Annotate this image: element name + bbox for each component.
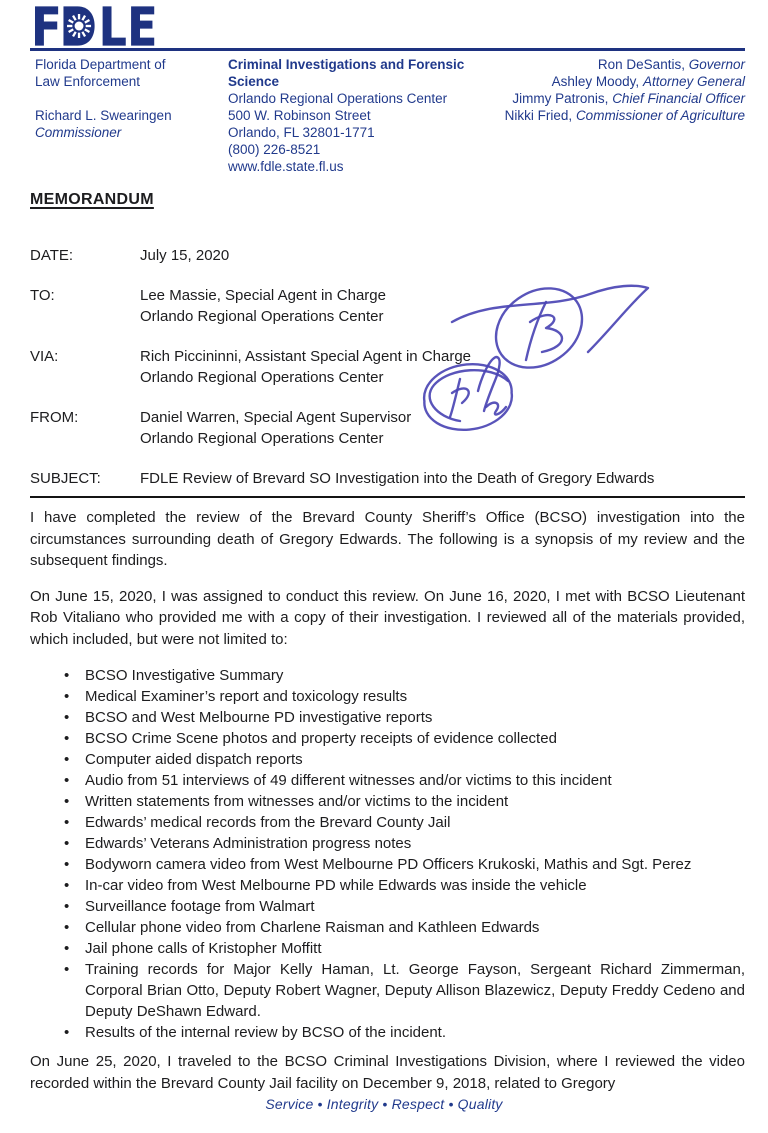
- memo-heading: MEMORANDUM: [30, 191, 154, 208]
- list-item: • Cellular phone video from Charlene Raisman and Kathleen Edwards: [30, 917, 745, 938]
- field-value-line: Orlando Regional Operations Center: [140, 308, 384, 325]
- division-name: Criminal Investigations and Forensic Science: [228, 57, 465, 89]
- field-label: FROM:: [30, 409, 79, 426]
- department-name-line2: Law Enforcement: [35, 74, 141, 89]
- official-governor: [500, 56, 745, 73]
- city-address: Orlando, FL 32801-1771: [228, 125, 375, 140]
- field-value-line: July 15, 2020: [140, 247, 230, 264]
- letterhead-left: [30, 56, 228, 175]
- department-name-line1: Florida Department of: [35, 57, 166, 72]
- field-value-line: Orlando Regional Operations Center: [140, 369, 384, 386]
- header-rule: [30, 48, 745, 51]
- street-address: 500 W. Robinson Street: [228, 108, 371, 123]
- field-label: VIA:: [30, 348, 59, 365]
- official-title: Commissioner of Agriculture: [575, 108, 745, 123]
- fdle-logo: [35, 5, 745, 47]
- official-agriculture: [500, 107, 745, 124]
- official-name: Ashley Moody,: [551, 74, 640, 89]
- field-via: [30, 346, 745, 388]
- phone-number: (800) 226-8521: [228, 142, 321, 157]
- list-item: • Results of the internal review by BCSO of the incident.: [30, 1022, 745, 1043]
- official-attorney-general: [500, 73, 745, 90]
- list-item: • Bodyworn camera video from West Melbourne PD Officers Krukoski, Mathis and Sgt. Perez: [30, 854, 745, 875]
- commissioner-name: Richard L. Swearingen: [35, 108, 172, 123]
- commissioner-title: Commissioner: [35, 125, 122, 140]
- list-item: • Surveillance footage from Walmart: [30, 896, 745, 917]
- list-item: • Training records for Major Kelly Haman, Lt. George Fayson, Sergeant Richard Zimmerman, Corporal Brian Otto, Deputy Robert Wagner, Deputy Allison Blazewicz, Deputy Freddy Cedeno and Deputy DeShawn Edward.: [30, 959, 745, 1022]
- list-item: • In-car video from West Melbourne PD while Edwards was inside the vehicle: [30, 875, 745, 896]
- list-item: • Written statements from witnesses and/or victims to the incident: [30, 791, 745, 812]
- office-name: Orlando Regional Operations Center: [228, 91, 448, 106]
- official-title: Attorney General: [642, 74, 745, 89]
- list-item: • Edwards’ Veterans Administration progress notes: [30, 833, 745, 854]
- list-item: • Jail phone calls of Kristopher Moffitt: [30, 938, 745, 959]
- list-item: • Computer aided dispatch reports: [30, 749, 745, 770]
- official-name: Nikki Fried,: [504, 108, 573, 123]
- field-value-line: Rich Piccininni, Assistant Special Agent in Charge: [140, 348, 472, 365]
- field-value-line: Orlando Regional Operations Center: [140, 430, 384, 447]
- field-value-line: FDLE Review of Brevard SO Investigation into the Death of Gregory Edwards: [140, 470, 655, 487]
- body-paragraph-1: I have completed the review of the Brevard County Sheriff’s Office (BCSO) investigation into the circumstances surrounding death of Gregory Edwards. The following is a synopsis of my review and the subsequent findings.: [30, 509, 745, 569]
- memo-fields: [30, 245, 745, 498]
- official-title: Chief Financial Officer: [612, 91, 745, 106]
- official-cfo: [500, 90, 745, 107]
- field-from: [30, 407, 745, 449]
- field-to: [30, 285, 745, 327]
- list-item: • Medical Examiner’s report and toxicology results: [30, 686, 745, 707]
- official-name: Jimmy Patronis,: [512, 91, 609, 106]
- field-label: TO:: [30, 287, 55, 304]
- website-url: www.fdle.state.fl.us: [228, 159, 344, 174]
- list-item: • BCSO Investigative Summary: [30, 665, 745, 686]
- letterhead-officials: [500, 56, 745, 175]
- field-label: SUBJECT:: [30, 470, 101, 487]
- field-value-line: Lee Massie, Special Agent in Charge: [140, 287, 386, 304]
- field-date: [30, 245, 745, 266]
- letterhead-center: [228, 56, 500, 175]
- body-paragraph-2: On June 15, 2020, I was assigned to conduct this review. On June 16, 2020, I met with BCSO Lieutenant Rob Vitaliano who provided me with a copy of their investigation. I reviewed all of the materials provided, which included, but were not limited to:: [30, 587, 745, 648]
- fdle-logo-icon: [35, 5, 156, 47]
- footer-motto: Service • Integrity • Respect • Quality: [265, 1096, 503, 1112]
- list-item: • Audio from 51 interviews of 49 different witnesses and/or victims to this incident: [30, 770, 745, 791]
- official-title: Governor: [688, 57, 745, 72]
- letterhead: [30, 56, 745, 175]
- body-paragraph-3: On June 25, 2020, I traveled to the BCSO Criminal Investigations Division, where I reviewed the video recorded within the Brevard County Jail facility on December 9, 2018, related to Gregory: [30, 1053, 745, 1092]
- list-item: • Edwards’ medical records from the Brevard County Jail: [30, 812, 745, 833]
- materials-list: [30, 665, 745, 1043]
- field-subject: [30, 468, 745, 498]
- field-label: DATE:: [30, 247, 74, 264]
- list-item: • BCSO and West Melbourne PD investigative reports: [30, 707, 745, 728]
- field-value-line: Daniel Warren, Special Agent Supervisor: [140, 409, 412, 426]
- list-item: • BCSO Crime Scene photos and property receipts of evidence collected: [30, 728, 745, 749]
- official-name: Ron DeSantis,: [597, 57, 685, 72]
